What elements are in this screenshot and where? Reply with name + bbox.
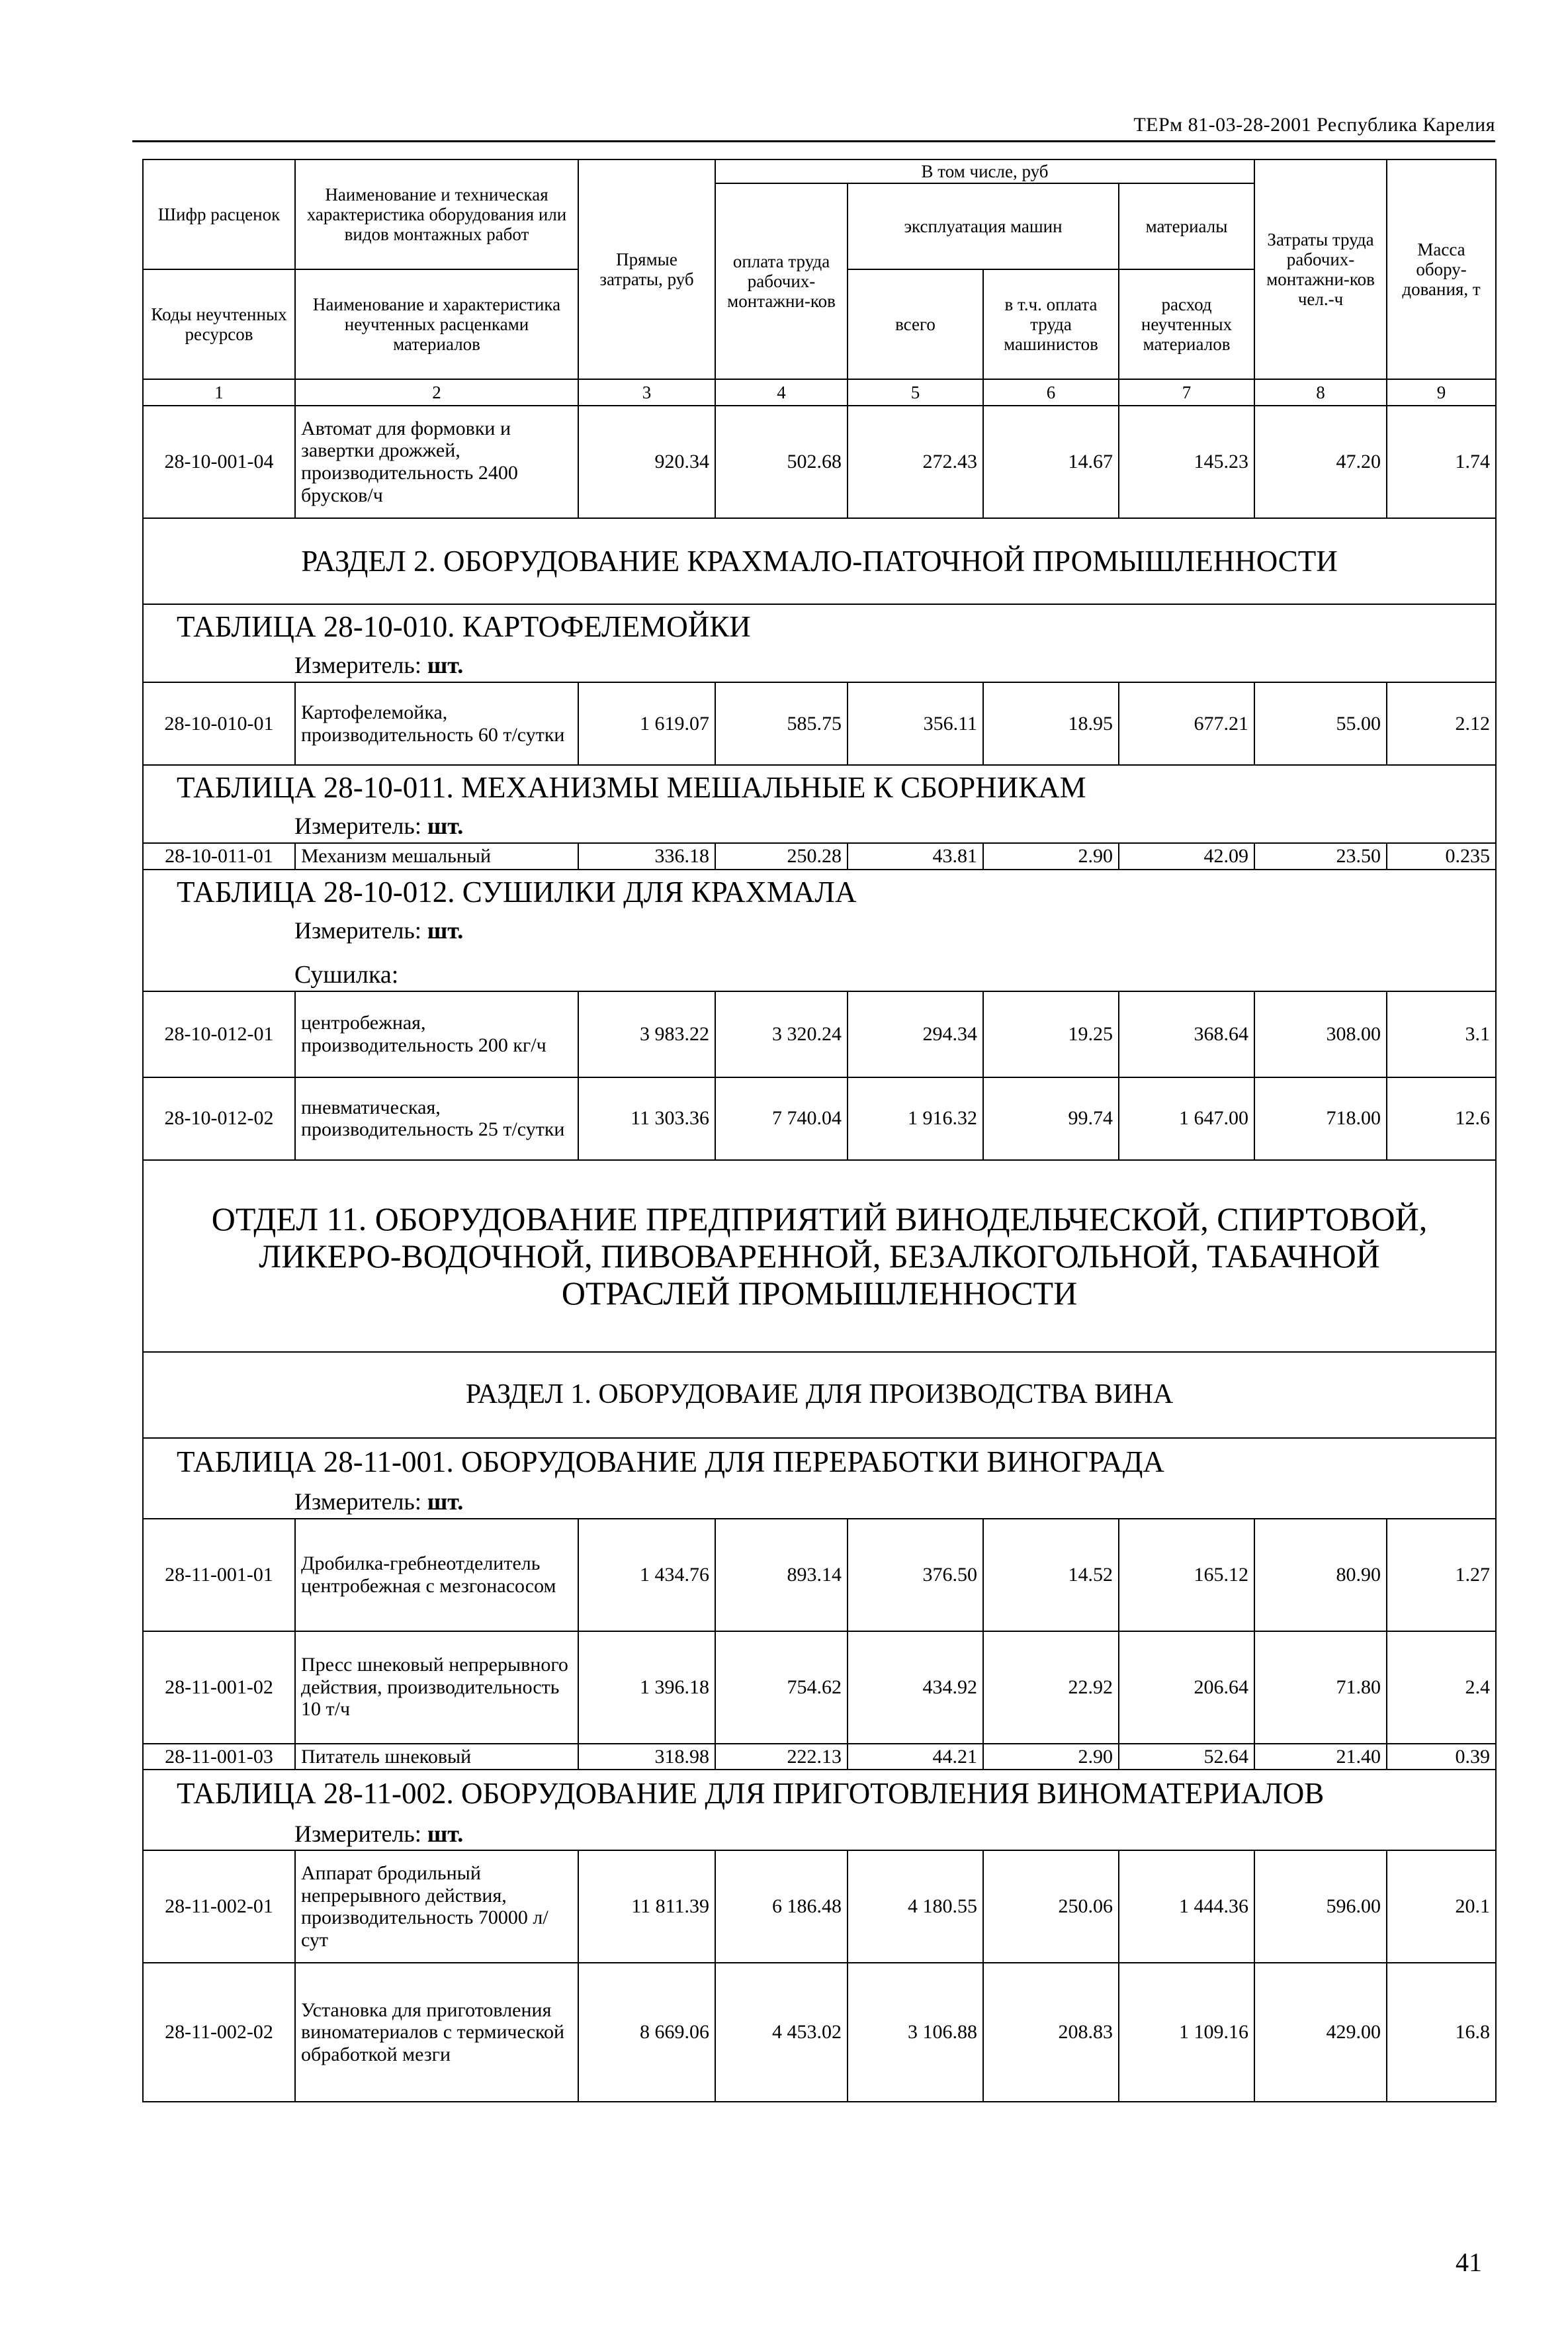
row-value: 2.90 [983, 1744, 1119, 1770]
table-row [143, 1850, 1496, 1963]
subheading-row [143, 948, 1496, 991]
table-title-row [143, 1438, 1496, 1486]
row-value: 250.06 [983, 1850, 1119, 1963]
row-code: 28-10-012-02 [143, 1077, 295, 1160]
row-value: 12.6 [1387, 1077, 1496, 1160]
row-value: 165.12 [1119, 1519, 1254, 1631]
header-resource-codes: Коды неучтенных ресурсов [143, 269, 295, 379]
header-wages: оплата труда рабочих-монтажни-ков [715, 183, 848, 379]
table-title: ТАБЛИЦА 28-11-002. ОБОРУДОВАНИЕ ДЛЯ ПРИГОТОВЛЕНИЯ ВИНОМАТЕРИАЛОВ [143, 1770, 1496, 1817]
unit-row [143, 915, 1496, 948]
column-number: 2 [295, 379, 578, 406]
header-materials-use: расход неучтенных материалов [1119, 269, 1254, 379]
table-title-row [143, 765, 1496, 810]
rates-table [142, 159, 1497, 2102]
header-operator-wages: в т.ч. оплата труда машинистов [983, 269, 1119, 379]
unit-text: Измеритель: [294, 917, 421, 944]
unit-label [143, 649, 1496, 682]
row-value: 336.18 [578, 843, 715, 870]
table-title: ТАБЛИЦА 28-10-011. МЕХАНИЗМЫ МЕШАЛЬНЫЕ К СБОРНИКАМ [143, 765, 1496, 810]
row-value: 14.67 [983, 406, 1119, 518]
row-value: 16.8 [1387, 1963, 1496, 2102]
row-name: Установка для приготовления виноматериалов с термической обработкой мезги [295, 1963, 578, 2102]
row-name: Автомат для формовки и завертки дрожжей, производительность 2400 брусков/ч [295, 406, 578, 518]
table-row [143, 991, 1496, 1077]
table-title: ТАБЛИЦА 28-11-001. ОБОРУДОВАНИЕ ДЛЯ ПЕРЕРАБОТКИ ВИНОГРАДА [143, 1438, 1496, 1486]
unit-value: шт. [427, 1488, 464, 1515]
row-value: 44.21 [848, 1744, 983, 1770]
row-value: 376.50 [848, 1519, 983, 1631]
header-labor-hours: Затраты труда рабочих-монтажни-ков чел.-ч [1254, 159, 1387, 379]
row-value: 1 647.00 [1119, 1077, 1254, 1160]
row-value: 206.64 [1119, 1631, 1254, 1744]
table-row [143, 843, 1496, 870]
row-value: 99.74 [983, 1077, 1119, 1160]
row-value: 356.11 [848, 682, 983, 765]
header-machines-group: эксплуатация машин [848, 183, 1119, 269]
table-title-row [143, 870, 1496, 915]
row-value: 20.1 [1387, 1850, 1496, 1963]
row-value: 318.98 [578, 1744, 715, 1770]
unit-row [143, 649, 1496, 682]
row-value: 1 396.18 [578, 1631, 715, 1744]
section-row [143, 518, 1496, 604]
column-number: 8 [1254, 379, 1387, 406]
row-value: 11 303.36 [578, 1077, 715, 1160]
section-heading: РАЗДЕЛ 2. ОБОРУДОВАНИЕ КРАХМАЛО-ПАТОЧНОЙ ПРОМЫШЛЕННОСТИ [143, 518, 1496, 604]
table-row [143, 1963, 1496, 2102]
table-title-row [143, 604, 1496, 649]
row-value: 1 619.07 [578, 682, 715, 765]
row-value: 1.74 [1387, 406, 1496, 518]
unit-value: шт. [427, 652, 464, 679]
row-value: 145.23 [1119, 406, 1254, 518]
row-name: Пресс шнековый непрерывного действия, производительность 10 т/ч [295, 1631, 578, 1744]
table-title-row [143, 1770, 1496, 1817]
section-row [143, 1352, 1496, 1438]
unit-value: шт. [427, 1820, 464, 1847]
table-row [143, 406, 1496, 518]
row-value: 1.27 [1387, 1519, 1496, 1631]
row-value: 11 811.39 [578, 1850, 715, 1963]
row-value: 502.68 [715, 406, 848, 518]
column-number: 3 [578, 379, 715, 406]
header-machines-total: всего [848, 269, 983, 379]
table-row [143, 1077, 1496, 1160]
unit-row [143, 1817, 1496, 1850]
row-value: 4 453.02 [715, 1963, 848, 2102]
row-name: Аппарат бродильный непрерывного действия, производительность 70000 л/сут [295, 1850, 578, 1963]
row-code: 28-11-002-02 [143, 1963, 295, 2102]
row-value: 250.28 [715, 843, 848, 870]
row-code: 28-11-002-01 [143, 1850, 295, 1963]
table-row [143, 1744, 1496, 1770]
row-code: 28-11-001-03 [143, 1744, 295, 1770]
row-value: 596.00 [1254, 1850, 1387, 1963]
row-value: 3 320.24 [715, 991, 848, 1077]
row-value: 21.40 [1254, 1744, 1387, 1770]
row-code: 28-11-001-01 [143, 1519, 295, 1631]
row-value: 22.92 [983, 1631, 1119, 1744]
table-title: ТАБЛИЦА 28-10-012. СУШИЛКИ ДЛЯ КРАХМАЛА [143, 870, 1496, 915]
row-code: 28-10-011-01 [143, 843, 295, 870]
row-value: 7 740.04 [715, 1077, 848, 1160]
row-name: Картофелемойка, производительность 60 т/сутки [295, 682, 578, 765]
unit-label [143, 1486, 1496, 1519]
unit-label [143, 1817, 1496, 1850]
row-value: 434.92 [848, 1631, 983, 1744]
row-value: 920.34 [578, 406, 715, 518]
running-head: ТЕРм 81-03-28-2001 Республика Карелия [132, 114, 1495, 142]
row-value: 208.83 [983, 1963, 1119, 2102]
row-value: 1 434.76 [578, 1519, 715, 1631]
row-code: 28-10-012-01 [143, 991, 295, 1077]
header-incl-group: В том числе, руб [715, 159, 1254, 183]
division-heading-line: ОТРАСЛЕЙ ПРОМЫШЛЕННОСТИ [561, 1274, 1078, 1312]
row-value: 6 186.48 [715, 1850, 848, 1963]
division-heading [143, 1160, 1496, 1352]
unit-text: Измеритель: [294, 813, 421, 840]
row-name: Механизм мешальный [295, 843, 578, 870]
row-name: центробежная, производительность 200 кг/ч [295, 991, 578, 1077]
row-value: 3 983.22 [578, 991, 715, 1077]
header-materials-name: Наименование и характеристика неучтенных расценками материалов [295, 269, 578, 379]
row-value: 1 444.36 [1119, 1850, 1254, 1963]
column-number: 1 [143, 379, 295, 406]
row-value: 23.50 [1254, 843, 1387, 870]
row-value: 3 106.88 [848, 1963, 983, 2102]
unit-label [143, 810, 1496, 843]
row-value: 47.20 [1254, 406, 1387, 518]
header-materials-group: материалы [1119, 183, 1254, 269]
row-code: 28-11-001-02 [143, 1631, 295, 1744]
row-value: 0.235 [1387, 843, 1496, 870]
division-row [143, 1160, 1496, 1352]
row-value: 718.00 [1254, 1077, 1387, 1160]
row-value: 8 669.06 [578, 1963, 715, 2102]
division-heading-line: ОТДЕЛ 11. ОБОРУДОВАНИЕ ПРЕДПРИЯТИЙ ВИНОДЕЛЬЧЕСКОЙ, СПИРТОВОЙ, [211, 1200, 1428, 1237]
division-heading-line: ЛИКЕРО-ВОДОЧНОЙ, ПИВОВАРЕННОЙ, БЕЗАЛКОГОЛЬНОЙ, ТАБАЧНОЙ [259, 1237, 1380, 1275]
row-code: 28-10-001-04 [143, 406, 295, 518]
row-value: 19.25 [983, 991, 1119, 1077]
unit-label [143, 915, 1496, 948]
unit-value: шт. [427, 813, 464, 840]
header-mass: Масса обору-дования, т [1387, 159, 1496, 379]
row-value: 294.34 [848, 991, 983, 1077]
header-direct-costs: Прямые затраты, руб [578, 159, 715, 379]
header-name: Наименование и техническая характеристика оборудования или видов монтажных работ [295, 159, 578, 269]
row-value: 272.43 [848, 406, 983, 518]
header-row-1 [143, 159, 1496, 183]
row-value: 1 916.32 [848, 1077, 983, 1160]
row-value: 893.14 [715, 1519, 848, 1631]
row-value: 677.21 [1119, 682, 1254, 765]
row-value: 429.00 [1254, 1963, 1387, 2102]
row-code: 28-10-010-01 [143, 682, 295, 765]
row-value: 43.81 [848, 843, 983, 870]
column-number: 9 [1387, 379, 1496, 406]
table-row [143, 682, 1496, 765]
row-value: 2.12 [1387, 682, 1496, 765]
row-value: 3.1 [1387, 991, 1496, 1077]
unit-row [143, 810, 1496, 843]
section-heading: РАЗДЕЛ 1. ОБОРУДОВАИЕ ДЛЯ ПРОИЗВОДСТВА ВИНА [143, 1352, 1496, 1438]
column-number-row [143, 379, 1496, 406]
table-row [143, 1519, 1496, 1631]
unit-text: Измеритель: [294, 1488, 421, 1515]
table-row [143, 1631, 1496, 1744]
unit-row [143, 1486, 1496, 1519]
row-value: 1 109.16 [1119, 1963, 1254, 2102]
table-title: ТАБЛИЦА 28-10-010. КАРТОФЕЛЕМОЙКИ [143, 604, 1496, 649]
unit-text: Измеритель: [294, 1820, 421, 1847]
row-value: 222.13 [715, 1744, 848, 1770]
row-value: 368.64 [1119, 991, 1254, 1077]
row-value: 14.52 [983, 1519, 1119, 1631]
page-number: 41 [1456, 2247, 1482, 2277]
row-value: 71.80 [1254, 1631, 1387, 1744]
unit-value: шт. [427, 917, 464, 944]
header-code: Шифр расценок [143, 159, 295, 269]
row-name: пневматическая, производительность 25 т/сутки [295, 1077, 578, 1160]
row-value: 18.95 [983, 682, 1119, 765]
column-number: 6 [983, 379, 1119, 406]
row-value: 308.00 [1254, 991, 1387, 1077]
row-value: 2.90 [983, 843, 1119, 870]
row-value: 4 180.55 [848, 1850, 983, 1963]
row-value: 52.64 [1119, 1744, 1254, 1770]
column-number: 7 [1119, 379, 1254, 406]
row-value: 2.4 [1387, 1631, 1496, 1744]
unit-text: Измеритель: [294, 652, 421, 679]
column-number: 4 [715, 379, 848, 406]
row-name: Питатель шнековый [295, 1744, 578, 1770]
column-number: 5 [848, 379, 983, 406]
row-value: 80.90 [1254, 1519, 1387, 1631]
row-value: 585.75 [715, 682, 848, 765]
row-value: 754.62 [715, 1631, 848, 1744]
row-name: Дробилка-гребнеотделитель центробежная с мезгонасосом [295, 1519, 578, 1631]
row-value: 0.39 [1387, 1744, 1496, 1770]
row-value: 42.09 [1119, 843, 1254, 870]
row-value: 55.00 [1254, 682, 1387, 765]
subheading: Сушилка: [143, 948, 1496, 991]
